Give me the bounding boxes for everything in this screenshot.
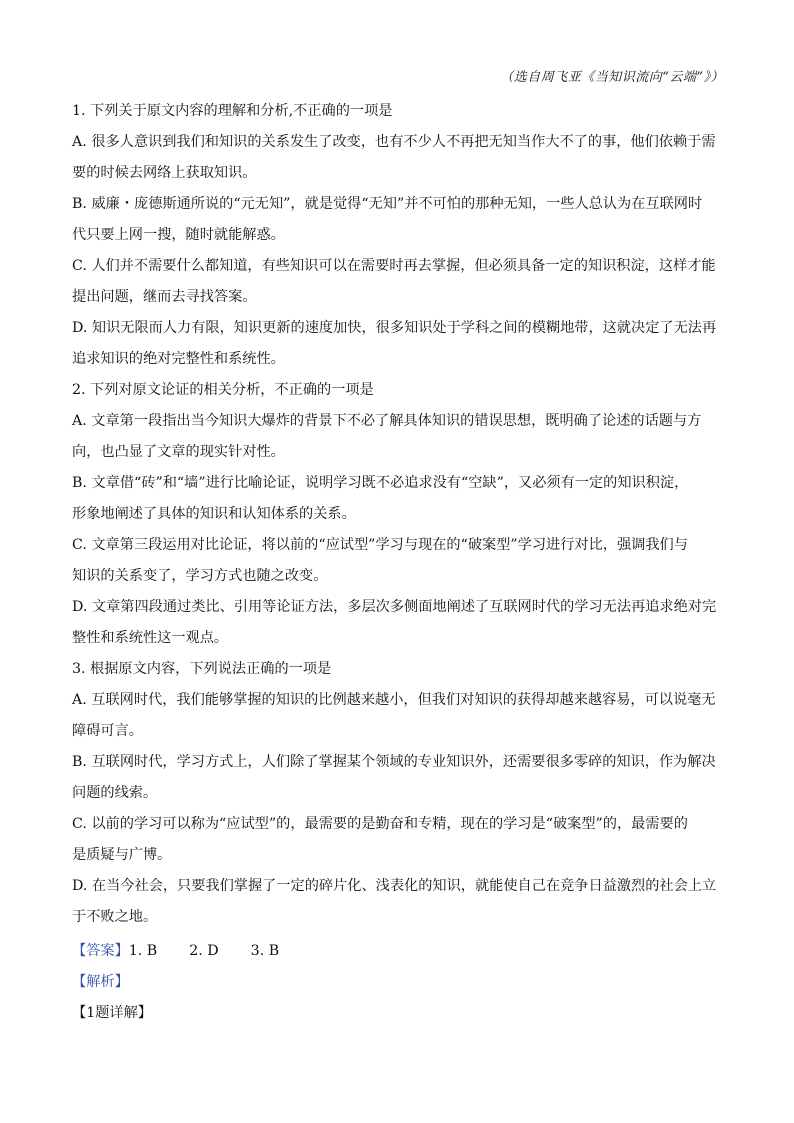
option-a (72, 685, 726, 747)
question-3 (72, 654, 726, 933)
answer-item: 1. B (128, 943, 158, 959)
option-line: 于不败之地。 (72, 909, 158, 925)
option-d (72, 313, 726, 375)
option-line: D. 文章第四段通过类比、引用等论证方法，多层次多侧面地阐述了互联网时代的学习无法再追求绝对完 (72, 599, 717, 615)
answer-label: 【答案】 (72, 943, 129, 959)
option-line: D. 知识无限而人力有限，知识更新的速度加快，很多知识处于学科之间的模糊地带，这就决定了无法再 (72, 320, 717, 336)
option-line: A. 很多人意识到我们和知识的关系发生了改变，也有不少人不再把无知当作大不了的事，他们依赖于需 (72, 134, 716, 150)
option-line: B. 互联网时代，学习方式上，人们除了掌握某个领域的专业知识外，还需要很多零碎的知识，作为解决 (72, 754, 716, 770)
option-b (72, 747, 726, 809)
option-c (72, 530, 726, 592)
option-line: 形象地阐述了具体的知识和认知体系的关系。 (72, 506, 356, 522)
option-line: 问题的线索。 (72, 785, 158, 801)
question-1 (72, 96, 726, 375)
answer-row (72, 936, 726, 967)
option-line: 追求知识的绝对完整性和系统性。 (72, 351, 285, 367)
option-a (72, 127, 726, 189)
question-stem: 1. 下列关于原文内容的理解和分析,不正确的一项是 (72, 103, 393, 119)
option-line: 提出问题，继而去寻找答案。 (72, 289, 257, 305)
option-d (72, 592, 726, 654)
option-line: C. 文章第三段运用对比论证，将以前的“应试型”学习与现在的“破案型”学习进行对比，强调我们与 (72, 537, 688, 553)
option-b (72, 468, 726, 530)
option-b (72, 189, 726, 251)
answer-item: 3. B (250, 943, 280, 959)
option-a (72, 406, 726, 468)
question-stem: 2. 下列对原文论证的相关分析，不正确的一项是 (72, 382, 374, 398)
option-line: 向，也凸显了文章的现实针对性。 (72, 444, 285, 460)
detail-label: 【1题详解】 (72, 1005, 152, 1021)
document-content (72, 96, 726, 1029)
option-line: A. 文章第一段指出当今知识大爆炸的背景下不必了解具体知识的错误思想，既明确了论述的话题与方 (72, 413, 702, 429)
question-2 (72, 375, 726, 654)
answer-item: 2. D (189, 943, 219, 959)
option-line: 障碍可言。 (72, 723, 143, 739)
option-line: B. 文章借“砖”和“墙”进行比喻论证，说明学习既不必追求没有“空缺”，又必须有一定的知识积淀， (72, 475, 689, 491)
option-line: 要的时候去网络上获取知识。 (72, 165, 257, 181)
option-line: D. 在当今社会，只要我们掌握了一定的碎片化、浅表化的知识，就能使自己在竞争日益激烈的社会上立 (72, 878, 717, 894)
option-c (72, 251, 726, 313)
source-citation: （选自周飞亚《当知识流向“云端”》） (500, 70, 724, 85)
option-line: 是质疑与广博。 (72, 847, 172, 863)
analysis-label: 【解析】 (72, 974, 129, 990)
option-line: A. 互联网时代，我们能够掌握的知识的比例越来越小，但我们对知识的获得却越来越容易，可以说毫无 (72, 692, 716, 708)
option-line: 知识的关系变了，学习方式也随之改变。 (72, 568, 328, 584)
option-line: 代只要上网一搜，随时就能解惑。 (72, 227, 285, 243)
option-line: 整性和系统性这一观点。 (72, 630, 229, 646)
option-line: B. 威廉・庞德斯通所说的“元无知”，就是觉得“无知”并不可怕的那种无知，一些人总认为在互联网时 (72, 196, 703, 212)
option-line: C. 以前的学习可以称为“应试型”的，最需要的是勤奋和专精，现在的学习是“破案型”的，最需要的 (72, 816, 688, 832)
question-stem: 3. 根据原文内容，下列说法正确的一项是 (72, 661, 332, 677)
option-line: C. 人们并不需要什么都知道，有些知识可以在需要时再去掌握，但必须具备一定的知识积淀，这样才能 (72, 258, 716, 274)
option-c (72, 809, 726, 871)
option-d (72, 871, 726, 933)
